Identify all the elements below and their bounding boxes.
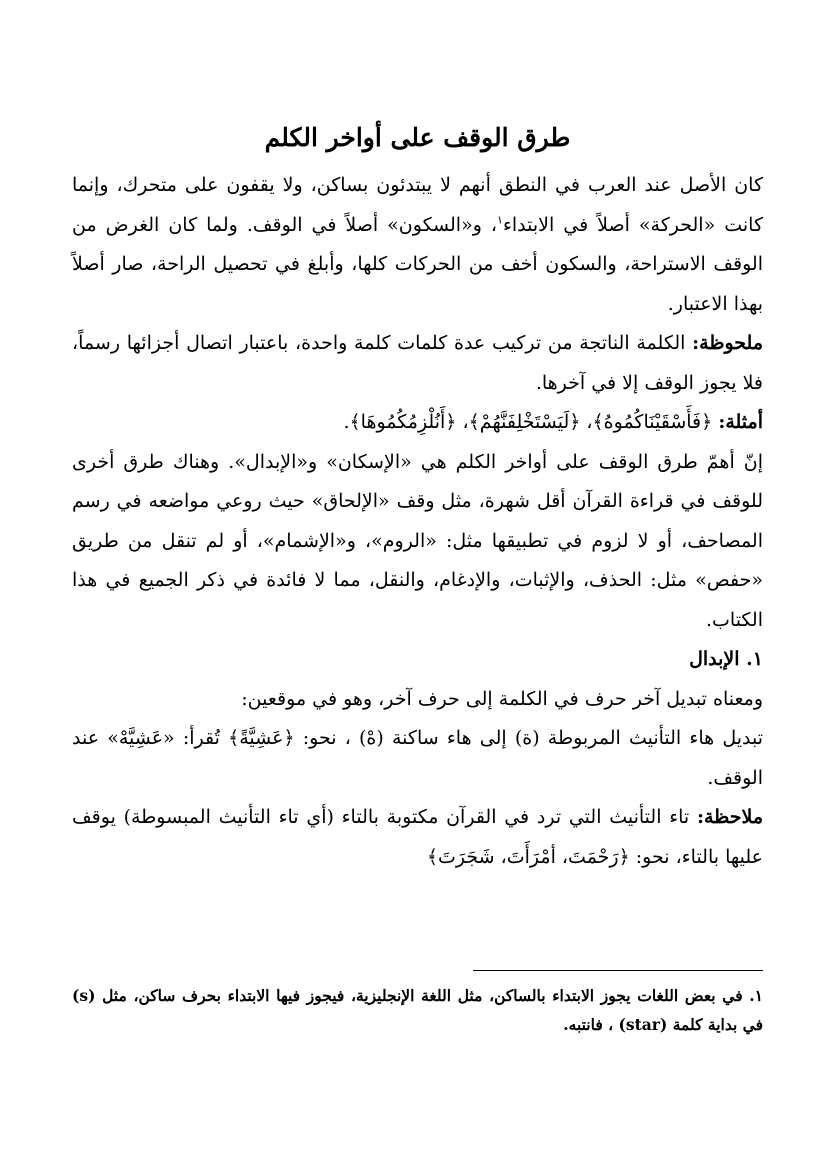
section-heading: ١. الإبدال xyxy=(689,648,763,670)
examples-paragraph xyxy=(72,403,763,443)
page-body xyxy=(72,118,763,877)
section-case: تبديل هاء التأنيث المربوطة (ة) إلى هاء ساكنة (هْ) ، نحو: ﴿عَشِيَّةً﴾ تُقرأ: «عَشِيَّهْ» عند الوقف. xyxy=(72,727,763,789)
section-meaning: ومعناه تبديل آخر حرف في الكلمة إلى حرف آخر، وهو في موقعين: xyxy=(241,687,763,710)
footnotes xyxy=(72,970,763,1039)
remark-paragraph xyxy=(72,798,763,877)
remark-text: تاء التأنيث التي ترد في القرآن مكتوبة بالتاء (أي تاء التأنيث المبسوطة) يوقف عليها بالتاء، نحو: ﴿رَحْمَتَ، أمْرَأَتَ، شَجَرَتَ﴾ xyxy=(72,806,763,868)
examples-text: ﴿فَأَسْقَيْنَاكُمُوهُ﴾، ﴿لَيَسْتَخْلِفَنَّهُمْ﴾، ﴿أَنُلْزِمُكُمُوهَا﴾. xyxy=(343,411,719,433)
remark-label: ملاحظة: xyxy=(696,806,763,828)
examples-label: أمثلة: xyxy=(718,411,763,433)
footnote-text: ١. في بعض اللغات يجوز الابتداء بالساكن، مثل اللغة الإنجليزية، فيجوز فيها الابتداء بحرف ساكن، مثل (s) في بداية كلمة (star) ، فانتبه. xyxy=(72,986,763,1034)
intro-paragraph xyxy=(72,166,763,324)
note-paragraph xyxy=(72,324,763,403)
intro-text-b: ، و«السكون» أصلاً في الوقف. ولما كان الغرض من الوقف الاستراحة، والسكون أخف من الحركات كلها، وأبلغ في تحصيل الراحة، صار أصلاً بهذا الاعتبار. xyxy=(72,213,763,315)
footnote-ref[interactable]: ١ xyxy=(497,213,503,227)
methods-paragraph: إنّ أهمّ طرق الوقف على أواخر الكلم هي «الإسكان» و«الإبدال». وهناك طرق أخرى للوقف في قراءة القرآن أقل شهرة، مثل وقف «الإلحاق» حيث روعي مواضعه في رسم المصاحف، أو لا لزوم في تطبيقها مثل: «الروم»، و«الإشمام»، أو لم تنقل من طريق «حفص» مثل: الحذف، والإثبات، والإدغام، والنقل، مما لا فائدة في ذكر الجميع في هذا الكتاب. xyxy=(72,450,763,631)
note-text: الكلمة الناتجة من تركيب عدة كلمات كلمة واحدة، باعتبار اتصال أجزائها رسماً، فلا يجوز الوقف إلا في آخرها. xyxy=(72,332,763,394)
note-label: ملحوظة: xyxy=(692,332,763,354)
footnote-divider xyxy=(473,970,763,971)
intro-text-a: كان الأصل عند العرب في النطق أنهم لا يبتدئون بساكن، ولا يقفون على متحرك، وإنما كانت «الحركة» أصلاً في الابتداء xyxy=(72,174,763,236)
page-title: طرق الوقف على أواخر الكلم xyxy=(264,123,571,152)
